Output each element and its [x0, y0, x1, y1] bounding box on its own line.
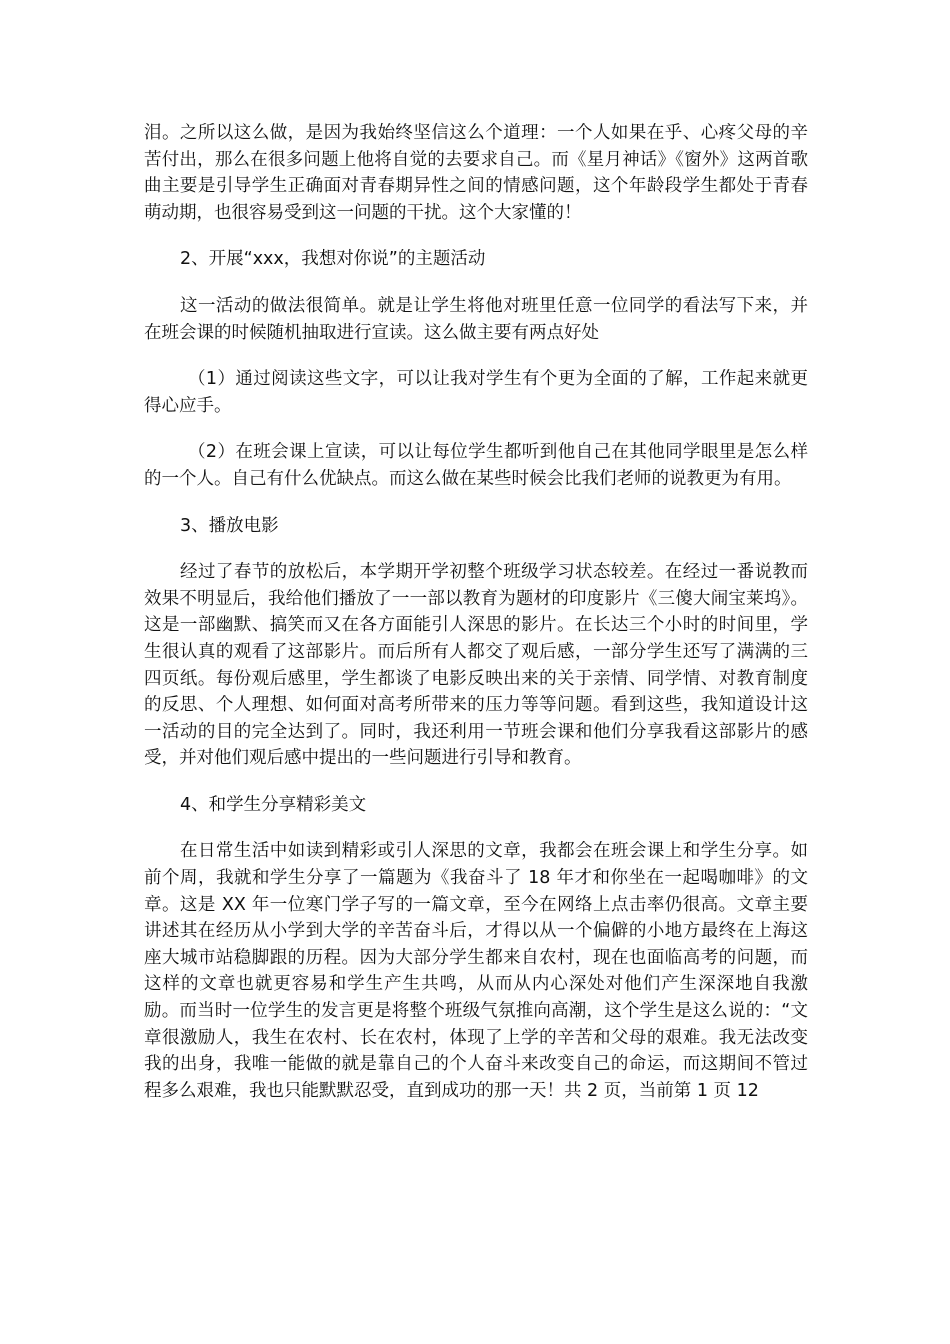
body-paragraph-3: 经过了春节的放松后，本学期开学初整个班级学习状态较差。在经过一番说教而效果不明显后，我给他们播放了一一部以教育为题材的印度影片《三傻大闹宝莱坞》。这是一部幽默、搞笑而又在各方面能引人深思的影片。在长达三个小时的时间里，学生很认真的观看了这部影片。而后所有人都交了观后感，一部分学生还写了满满的三四页纸。每份观后感里，学生都谈了电影反映出来的关于亲情、同学情、对教育制度的反思、个人理想、如何面对高考所带来的压力等等问题。看到这些，我知道设计这一活动的目的完全达到了。同时，我还利用一节班会课和他们分享我看这部影片的感受，并对他们观后感中提出的一些问题进行引导和教育。: [144, 562, 808, 769]
body-paragraph-1: 泪。之所以这么做，是因为我始终坚信这么个道理：一个人如果在乎、心疼父母的辛苦付出，那么在很多问题上他将自觉的去要求自己。而《星月神话》《窗外》这两首歌曲主要是引导学生正确面对青春期异性之间的情感问题，这个年龄段学生都处于青春萌动期，也很容易受到这一问题的干扰。这个大家懂的！: [144, 123, 808, 223]
section-heading-4: 4、和学生分享精彩美文: [180, 794, 367, 815]
section-heading-2: 2、开展“xxx，我想对你说”的主题活动: [180, 249, 486, 270]
sub-point-2: （2）在班会课上宣读，可以让每位学生都听到他自己在其他同学眼里是怎么样的一个人。自己有什么优缺点。而这么做在某些时候会比我们老师的说教更为有用。: [144, 442, 808, 489]
section-heading-3: 3、播放电影: [180, 515, 279, 536]
sub-point-1: （1）通过阅读这些文字，可以让我对学生有个更为全面的了解，工作起来就更得心应手。: [144, 369, 808, 416]
document-page: [144, 120, 808, 1124]
body-paragraph-2: 这一活动的做法很简单。就是让学生将他对班里任意一位同学的看法写下来，并在班会课的时候随机抽取进行宣读。这么做主要有两点好处: [144, 295, 808, 343]
body-paragraph-4: 在日常生活中如读到精彩或引人深思的文章，我都会在班会课上和学生分享。如前个周，我就和学生分享了一篇题为《我奋斗了 18 年才和你坐在一起喝咖啡》的文章。这是 XX 年一位寒门学子写的一篇文章，至今在网络上点击率仍很高。文章主要讲述其在经历从小学到大学的辛苦奋斗后，才得以从一个偏僻的小地方最终在上海这座大城市站稳脚跟的历程。因为大部分学生都来自农村，现在也面临高考的问题，而这样的文章也就更容易和学生产生共鸣，从而从内心深处对他们产生深深地自我激励。而当时一位学生的发言更是将整个班级气氛推向高潮，这个学生是这么说的：“文章很激励人，我生在农村、长在农村，体现了上学的辛苦和父母的艰难。我无法改变我的出身，我唯一能做的就是靠自己的个人奋斗来改变自己的命运，而这期间不管过程多么艰难，我也只能默默忍受，直到成功的那一天！共 2 页，当前第 1 页 12: [144, 841, 808, 1101]
